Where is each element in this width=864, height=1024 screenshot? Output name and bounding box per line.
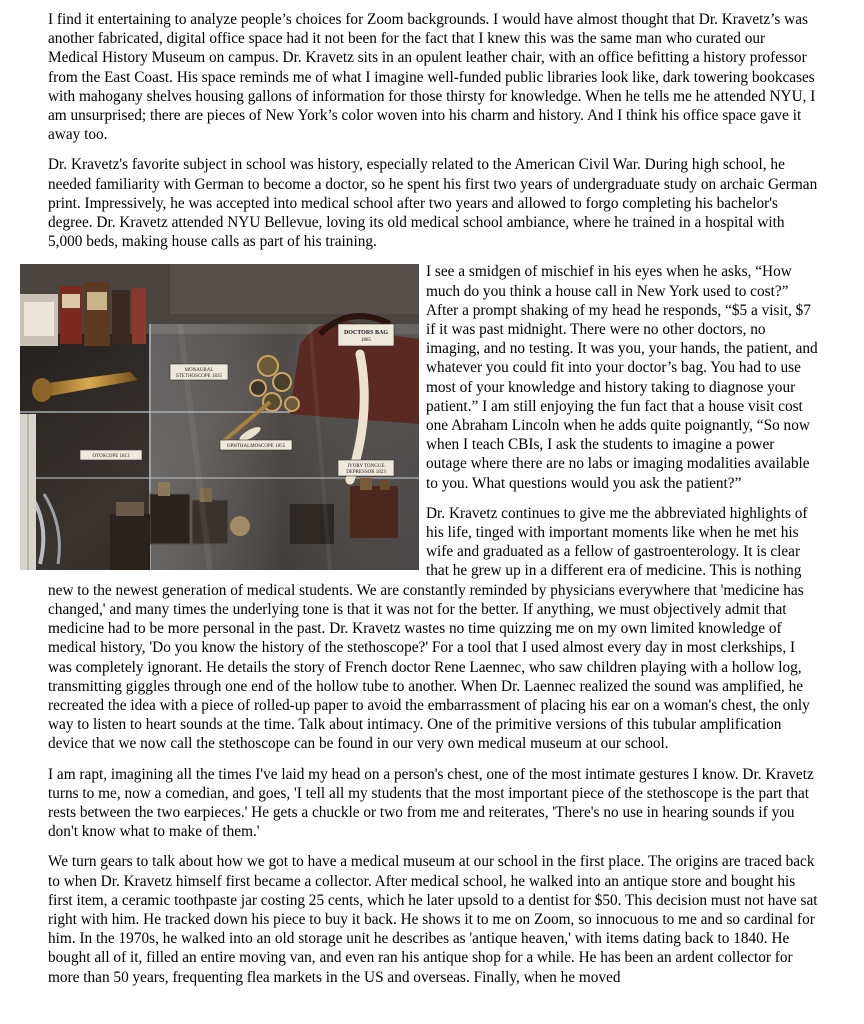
label-otoscope: OTOSCOPE 1813 — [92, 454, 130, 460]
label-ivory: IVORY TONGUE — [347, 464, 385, 470]
museum-display-photo — [20, 264, 419, 570]
paragraph-3: I see a smidgen of mischief in his eyes when he asks, “How much do you think a house call in New York used to cost?” After a prompt shaking of my head he responds, “$5 a visit, $7 if it was past midnight. There were no other doctors, no imaging, and no testing. It was you, your hands, the patient, and whatever you could fit into your doctor’s bag. You had to use most of your knowledge and history taking to diagnose your patient.” I am still enjoying the fun fact that a house visit cost one Abraham Lincoln when he adds quite poignantly, “So now when I teach CBIs, I ask the students to imagine a power outage where there are no labs or imaging modalities available to you. What questions would you ask the patient?” — [426, 263, 818, 492]
label-monaural-year: STETHOSCOPE 1835 — [176, 374, 222, 380]
article-body — [48, 10, 818, 998]
label-doctors-bag: DOCTORS BAG — [343, 330, 389, 337]
label-ivory-year: DEPRESSOR 1823 — [346, 470, 386, 476]
paragraph-4: Dr. Kravetz continues to give me the abbreviated highlights of his life, tinged with important moments like when he met his wife and graduated as a fellow of gastroenterology. It is clear that he grew up in a different era of medicine. This is nothing new to the newest generation of medical students. We are constantly reminded by physicians everywhere that 'medicine has changed,' and many times the underlying tone is that it was not for the better. If anything, we must objectively admit that medicine had to be more personal in the past. Dr. Kravetz wastes no time quizzing me on my own limited knowledge of medical history, 'Do you know the history of the stethoscope?' For a tool that I used almost every day in most clerkships, I was completely ignorant. He details the story of French doctor Rene Laennec, who saw children playing with a hollow log, transmitting giggles through one end of the hollow tube to another. When Dr. Laennec realized the sound was amplified, he recreated the idea with a piece of rolled-up paper to avoid the embarrassment of placing his ear on a woman's chest, the only way to listen to heart sounds at the time. Talk about intimacy. One of the primitive versions of this tubular amplification device that we now call the stethoscope can be found in our very own medical museum at our school. — [48, 504, 810, 753]
label-doctors-bag-year: 1885 — [361, 338, 371, 344]
paragraph-1: I find it entertaining to analyze people’s choices for Zoom backgrounds. I would have almost thought that Dr. Kravetz’s was another fabricated, digital office space had it not been for the fact that I knew this was the same man who curated our Medical History Museum on campus. Dr. Kravetz sits in an opulent leather chair, with an office befitting a history professor from the East Coast. His space reminds me of what I imagine well-funded public libraries look like, dark towering bookcases with mahogany shelves housing gallons of information for those thirsty for knowledge. When he tells me he attended NYU, I am unsurprised; there are pieces of New York’s color woven into his charm and history. And I think his office space gave it away too. — [48, 11, 816, 144]
paragraph-5: I am rapt, imagining all the times I've laid my head on a person's chest, one of the most intimate gestures I know. Dr. Kravetz turns to me, now a comedian, and goes, 'I tell all my students that the most important piece of the stethoscope is the part that rests between the two earpieces.' He gets a chuckle or two from me and reiterates, 'There's no use in hearing sounds if you don't know what to make of them.' — [48, 765, 814, 841]
paragraph-2: Dr. Kravetz's favorite subject in school was history, especially related to the American Civil War. During high school, he needed familiarity with German to become a doctor, so he spent his first two years of undergraduate study on archaic German print. Impressively, he was accepted into medical school after two years and allowed to forgo completing his bachelor's degree. Dr. Kravetz attended NYU Bellevue, loving its old medical school ambiance, where he trained in a hospital with 5,000 beds, making house calls as part of his training. — [48, 156, 818, 251]
label-monaural: MONAURAL — [184, 368, 214, 374]
label-ophthalmoscope: OPHTHALMOSCOPE 1855 — [226, 444, 286, 450]
paragraph-6: We turn gears to talk about how we got to have a medical museum at our school in the first place. The origins are traced back to when Dr. Kravetz himself first became a collector. After medical school, he walked into an antique store and bought his first item, a ceramic toothpaste jar costing 25 cents, which he later upsold to a dentist for $50. This decision must not have sat right with him. He tracked down his piece to buy it back. He shows it to me on Zoom, so innocuous to me and so cardinal for him. In the 1970s, he walked into an old storage unit he describes as 'antique heaven,' with items dating back to 1840. He bought all of it, filled an entire moving van, and even ran his antique shop for a while. He has been an ardent collector for more than 50 years, frequenting flea markets in the US and overseas. Finally, when he moved — [48, 853, 818, 986]
museum-display-illustration — [20, 264, 419, 570]
